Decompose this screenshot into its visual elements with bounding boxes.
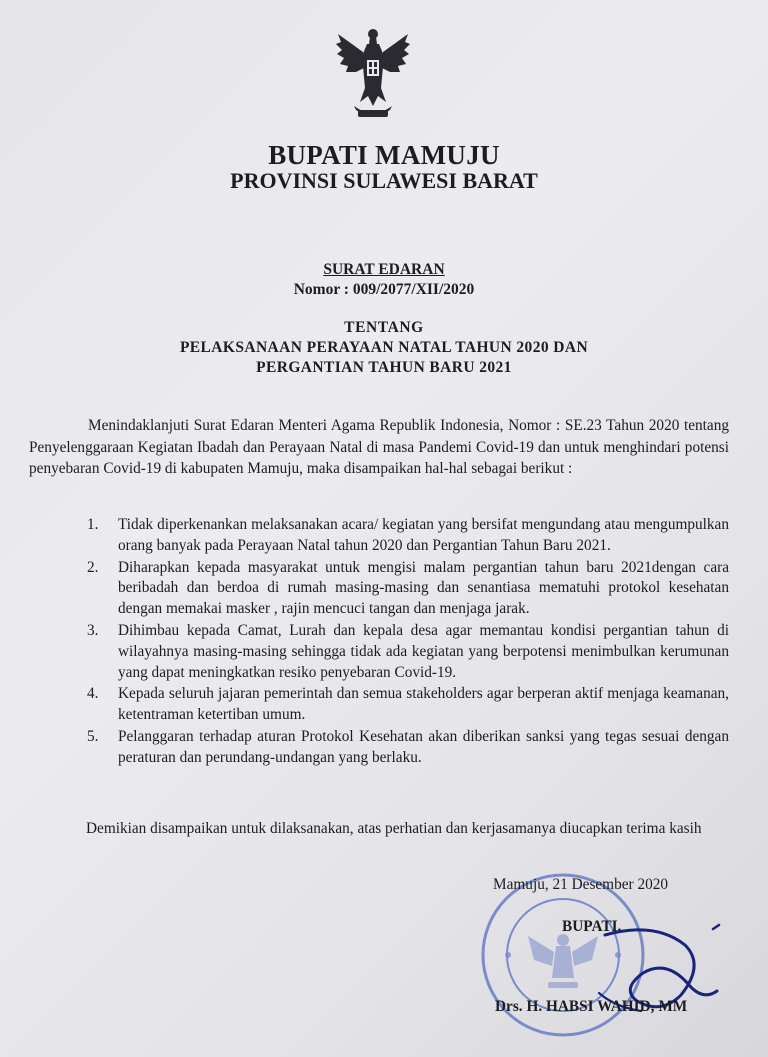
list-item bbox=[87, 727, 729, 769]
list-item bbox=[87, 558, 729, 620]
list-item-text: Dihimbau kepada Camat, Lurah dan kepala desa agar memantau kondisi pergantian tahun di wilayahnya masing-masing sehingga tidak ada kegiatan yang berpotensi menimbulkan kerumunan yang dapat meningkatkan resiko penyebaran Covid-19. bbox=[118, 621, 729, 681]
instruction-list bbox=[87, 515, 729, 770]
intro-paragraph: Menindaklanjuti Surat Edaran Menteri Agama Republik Indonesia, Nomor : SE.23 Tahun 2020 tentang Penyelenggaraan Kegiatan Ibadah dan Perayaan Natal di masa Pandemi Covid-19 dan untuk menghindari potensi penyebaran Covid-19 di kabupaten Mamuju, maka disampaikan hal-hal sebagai berikut : bbox=[29, 417, 729, 477]
circular-number: Nomor : 009/2077/XII/2020 bbox=[293, 281, 475, 298]
list-item-number: 4. bbox=[87, 685, 99, 703]
closing-paragraph: Demikian disampaikan untuk dilaksanakan, atas perhatian dan kerjasamanya diucapkan terima kasih bbox=[86, 820, 702, 837]
header-title: BUPATI MAMUJU bbox=[268, 140, 500, 170]
list-item-text: Tidak diperkenankan melaksanakan acara/ kegiatan yang bersifat mengundang atau mengumpulkan orang banyak pada Perayaan Natal tahun 2020 dan Pergantian Tahun Baru 2021. bbox=[118, 516, 729, 554]
list-item-number: 5. bbox=[87, 727, 99, 745]
list-item-text: Pelanggaran terhadap aturan Protokol Kesehatan akan diberikan sanksi yang tegas sesuai dengan peraturan dan perundang-undangan yang berlaku. bbox=[118, 727, 729, 766]
subject-line-2: PERGANTIAN TAHUN BARU 2021 bbox=[256, 359, 512, 376]
list-item bbox=[87, 515, 729, 557]
signatory-title: BUPATI, bbox=[562, 918, 622, 935]
list-item-text: Diharapkan kepada masyarakat untuk mengisi malam pergantian tahun baru 2021dengan cara beribadah dan berdoa di rumah masing-masing dan senantiasa mematuhi protokol kesehatan dengan memakai masker , rajin mencuci tangan dan menjaga jarak. bbox=[118, 558, 729, 618]
about-label: TENTANG bbox=[344, 319, 424, 336]
signatory-name: Drs. H. HABSI WAHID, MM bbox=[495, 998, 688, 1015]
place-date: Mamuju, 21 Desember 2020 bbox=[493, 876, 669, 893]
list-item-number: 3. bbox=[87, 621, 99, 639]
circular-title: SURAT EDARAN bbox=[323, 261, 445, 278]
garuda-emblem-icon bbox=[334, 26, 412, 122]
header-subtitle: PROVINSI SULAWESI BARAT bbox=[230, 168, 538, 193]
subject-line-1: PELAKSANAAN PERAYAAN NATAL TAHUN 2020 DAN bbox=[179, 339, 589, 356]
list-item-text: Kepada seluruh jajaran pemerintah dan semua stakeholders agar berperan aktif menjaga keamanan, ketentraman ketertiban umum. bbox=[118, 685, 729, 724]
list-item-number: 1. bbox=[87, 516, 99, 533]
list-item-number: 2. bbox=[87, 558, 99, 576]
list-item bbox=[87, 621, 729, 683]
list-item bbox=[87, 684, 729, 726]
